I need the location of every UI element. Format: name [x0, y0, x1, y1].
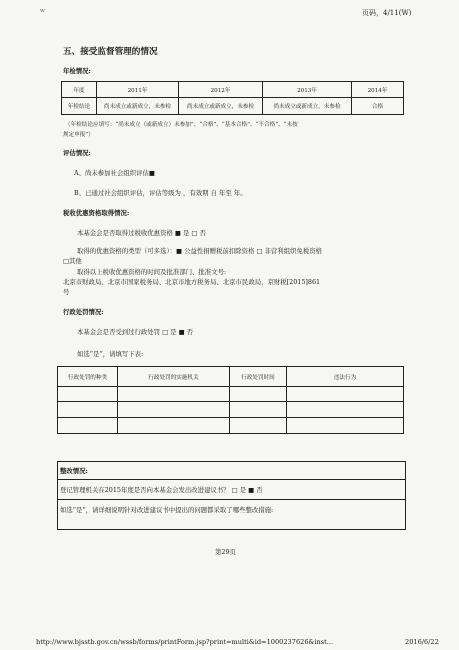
penalty-line2: 如选“是”，请填写下表: [77, 350, 144, 358]
penalty-header-authority: 行政处罚的实施机关 [118, 367, 230, 387]
result-cell-2011: 尚未成立或新成立，未参检 [97, 98, 179, 115]
page-counter: 页码，4/11(W) [362, 9, 412, 17]
tax-line1: 本基金会是否取得过税收优惠资格 ■ 是 □ 否 [77, 229, 206, 237]
result-cell-2012: 尚未成立或新成立，未参检 [179, 98, 263, 115]
section-title: 五、接受监督管理的情况 [63, 47, 158, 57]
rectification-divider [58, 479, 405, 480]
inspection-note-line2: 规定申报”） [63, 132, 94, 138]
penalty-table-row [58, 418, 404, 434]
footer-url: http://www.bjsstb.gov.cn/wssb/forms/printForm.jsp?print=multi&id=1000237626&inst... [36, 638, 334, 646]
tax-line6: 号 [63, 288, 70, 296]
penalty-header-time: 行政处罚时间 [230, 367, 287, 387]
year-cell-2012: 2012年 [179, 82, 263, 98]
footer-date: 2016/6/22 [405, 638, 439, 646]
rectification-divider [58, 499, 405, 500]
annual-inspection-heading: 年检情况: [63, 67, 91, 75]
year-header-cell: 年度 [62, 82, 97, 98]
tax-line4: 取得以上税收优惠资格的时间及批准部门、批准文号: [77, 268, 227, 276]
annual-inspection-table [61, 81, 404, 115]
penalty-header-violation: 违法行为 [287, 367, 404, 387]
rectification-followup: 如选“是”，请详细说明针对改进建议书中提出的问题都采取了哪些整改措施: [60, 506, 274, 514]
rectification-box [57, 461, 406, 530]
result-cell-2014: 合格 [352, 98, 404, 115]
result-header-cell: 年检结论 [62, 98, 97, 115]
tax-heading: 税收优惠资格取得情况: [63, 209, 130, 217]
penalty-table [57, 366, 404, 434]
evaluation-option-a: A、尚未参加社会组织评估■ [74, 169, 155, 177]
header-mark: w [40, 8, 45, 14]
inspection-note-line1: （年检结论应填写：“尚未成立（或新成立）未参加”、“合格”、“基本合格”、“不合格”、“未按 [65, 122, 298, 128]
year-cell-2014: 2014年 [352, 82, 404, 98]
tax-line2: 取得的优惠资格的类型（可多选）：■ 公益性捐赠税前扣除资格 □ 非营利组织免税资格 [77, 247, 323, 255]
penalty-table-row [58, 387, 404, 402]
evaluation-option-b: B、已通过社会组织评估，评估等级为 ，有效期 自 年至 年。 [74, 189, 247, 197]
penalty-table-row [58, 402, 404, 418]
penalty-header-type: 行政处罚的种类 [58, 367, 118, 387]
rectification-heading: 整改情况: [60, 467, 88, 475]
page-number: 第29页 [215, 548, 236, 556]
tax-line5: 北京市财政局、北京市国家税务局、北京市地方税务局、北京市民政局，京财税[2015]861 [63, 278, 321, 286]
year-cell-2011: 2011年 [97, 82, 179, 98]
penalty-heading: 行政处罚情况: [63, 308, 104, 316]
year-cell-2013: 2013年 [263, 82, 352, 98]
rectification-question: 登记管理机关在2015年度是否向本基金会发出改进建议书？ □ 是 ■ 否 [60, 486, 263, 494]
penalty-line1: 本基金会是否受到过行政处罚 □ 是 ■ 否 [77, 328, 194, 336]
result-cell-2013: 尚未成立或新成立，未参检 [263, 98, 352, 115]
evaluation-heading: 评估情况: [63, 149, 91, 157]
tax-line3: □其他 [63, 257, 82, 265]
